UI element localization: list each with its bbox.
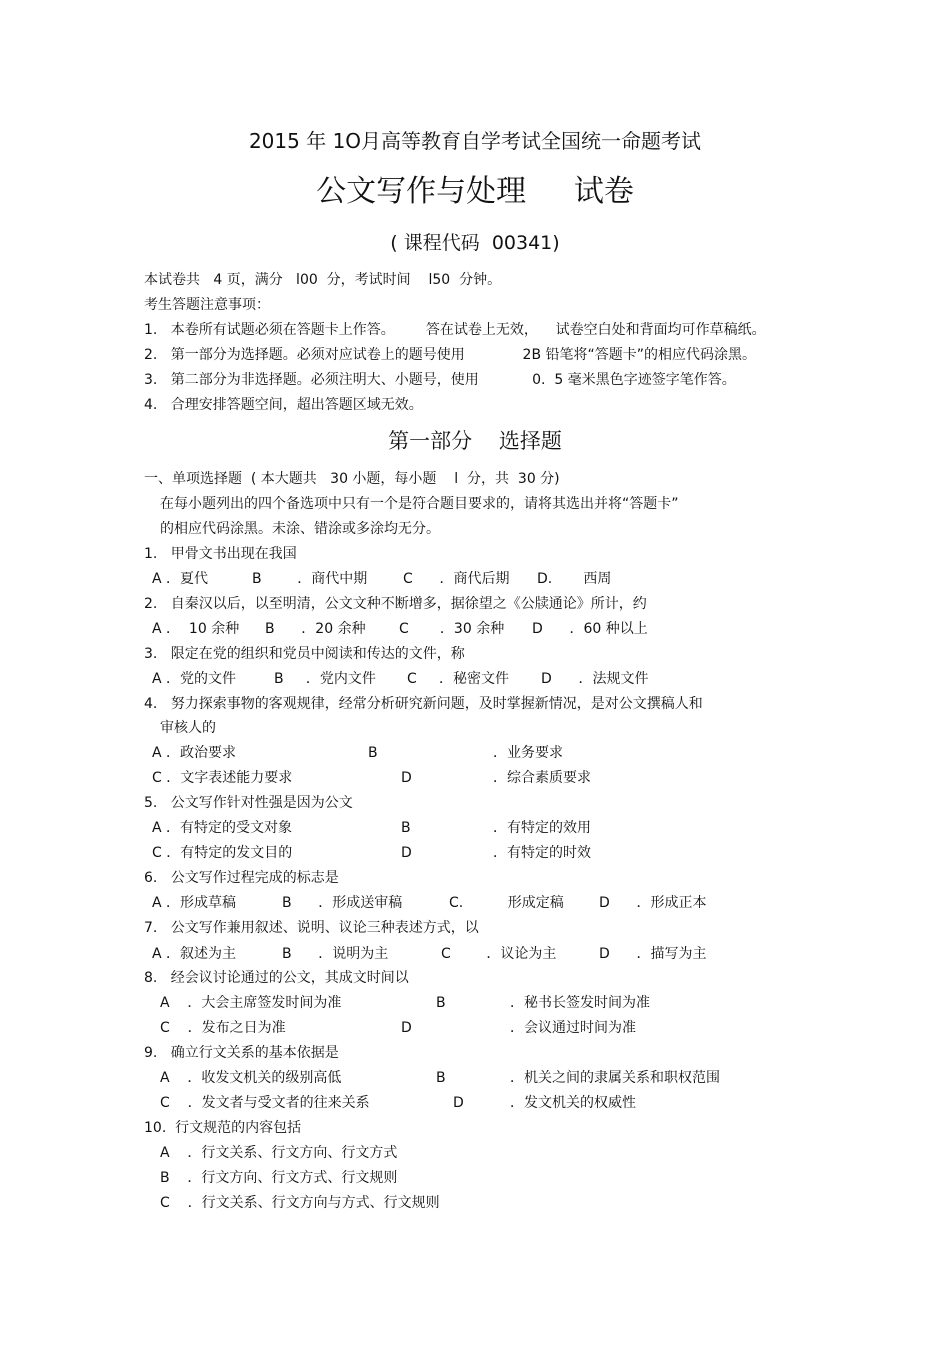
question-7-option-a: A ．叙述为主: [152, 946, 237, 962]
question-8-option-a: A ．大会主席签发时间为准: [160, 995, 342, 1011]
question-4-option-b-letter: B: [368, 745, 378, 761]
note-1: 1. 本卷所有试题必须在答题卡上作答。 答在试卷上无效， 试卷空白处和背面均可作草稿纸。: [144, 322, 766, 338]
question-8-stem: 8. 经会议讨论通过的公文，其成文时间以: [144, 970, 409, 986]
question-3-option-d: D ．法规文件: [541, 671, 649, 687]
question-5-stem: 5. 公文写作针对性强是因为公文: [144, 795, 353, 811]
question-10-option-b: B ．行文方向、行文方式、行文规则: [160, 1170, 398, 1186]
question-4-option-d-letter: D: [401, 770, 412, 786]
question-2-option-a: A ． 10 余种: [152, 621, 240, 637]
question-6-option-c: C. 形成定稿: [449, 895, 564, 911]
question-8-option-d-text: ．会议通过时间为准: [510, 1020, 636, 1036]
question-4-option-c: C ．文字表述能力要求: [152, 770, 293, 786]
instruction-line-1: 在每小题列出的四个备选项中只有一个是符合题目要求的，请将其选出并将“答题卡”: [160, 496, 679, 512]
note-3: 3. 第二部分为非选择题。必须注明大、小题号，使用 0. 5 毫米黑色字迹签字笔作答。: [144, 372, 736, 388]
question-8-option-b-letter: B: [436, 995, 446, 1011]
section-title: 一、单项选择题 ( 本大题共 30 小题，每小题 l 分，共 30 分): [144, 471, 560, 487]
paper-title: 公文写作与处理 试卷: [316, 174, 634, 209]
question-8-option-b-text: ．秘书长签发时间为准: [510, 995, 650, 1011]
question-3-option-b: B ．党内文件: [274, 671, 376, 687]
question-6-option-a: A ．形成草稿: [152, 895, 237, 911]
question-7-option-d: D ．描写为主: [599, 946, 707, 962]
question-8-option-c: C ．发布之日为准: [160, 1020, 286, 1036]
question-2-option-b: B ．20 余种: [265, 621, 366, 637]
question-6-option-b: B ．形成送审稿: [282, 895, 403, 911]
question-5-option-b-text: ．有特定的效用: [493, 820, 591, 836]
question-3-stem: 3. 限定在党的组织和党员中阅读和传达的文件，称: [144, 646, 465, 662]
exam-title: 2015 年 1O月高等教育自学考试全国统一命题考试: [248, 129, 702, 153]
note-4: 4. 合理安排答题空间，超出答题区域无效。: [144, 397, 423, 413]
question-9-stem: 9. 确立行文关系的基本依据是: [144, 1045, 339, 1061]
question-1-option-d: D. 西周: [537, 571, 612, 587]
question-2-stem: 2. 自秦汉以后，以至明清，公文文种不断增多，据徐望之《公牍通论》所计，约: [144, 596, 647, 612]
question-9-option-a: A ．收发文机关的级别高低: [160, 1070, 342, 1086]
question-4-option-a: A ．政治要求: [152, 745, 237, 761]
question-4-option-d-text: ．综合素质要求: [493, 770, 591, 786]
part1-heading: 第一部分 选择题: [388, 429, 562, 453]
question-5-option-d-text: ．有特定的时效: [493, 845, 591, 861]
question-10-option-a: A ．行文关系、行文方向、行文方式: [160, 1145, 398, 1161]
question-5-option-c: C ．有特定的发文目的: [152, 845, 293, 861]
question-1-option-b: B ．商代中期: [252, 571, 368, 587]
question-5-option-a: A ．有特定的受文对象: [152, 820, 293, 836]
exam-info: 本试卷共 4 页，满分 l00 分，考试时间 l50 分钟。: [144, 272, 502, 288]
question-2-option-c: C ．30 余种: [399, 621, 505, 637]
question-1-option-c: C ．商代后期: [403, 571, 510, 587]
question-10-stem: 10. 行文规范的内容包括: [144, 1120, 302, 1136]
notes-heading: 考生答题注意事项：: [144, 297, 270, 313]
note-2: 2. 第一部分为选择题。必须对应试卷上的题号使用 2B 铅笔将“答题卡”的相应代码涂黑。: [144, 347, 757, 363]
question-5-option-b-letter: B: [401, 820, 411, 836]
question-3-option-c: C ．秘密文件: [407, 671, 510, 687]
question-9-option-c: C ．发文者与受文者的往来关系: [160, 1095, 370, 1111]
question-1-option-a: A ．夏代: [152, 571, 209, 587]
question-4-stem: 4. 努力探索事物的客观规律，经常分析研究新问题，及时掌握新情况，是对公文撰稿人和: [144, 696, 703, 712]
question-1-stem: 1. 甲骨文书出现在我国: [144, 546, 297, 562]
question-6-stem: 6. 公文写作过程完成的标志是: [144, 870, 339, 886]
question-2-option-d: D ．60 种以上: [532, 621, 648, 637]
question-9-option-d-letter: D: [453, 1095, 464, 1111]
question-7-option-b: B ．说明为主: [282, 946, 389, 962]
question-7-stem: 7. 公文写作兼用叙述、说明、议论三种表述方式，以: [144, 920, 479, 936]
question-6-option-d: D ．形成正本: [599, 895, 707, 911]
question-4-option-b-text: ．业务要求: [493, 745, 563, 761]
question-3-option-a: A ．党的文件: [152, 671, 237, 687]
question-8-option-d-letter: D: [401, 1020, 412, 1036]
question-9-option-b-letter: B: [436, 1070, 446, 1086]
course-code: ( 课程代码 00341): [390, 232, 560, 254]
instruction-line-2: 的相应代码涂黑。未涂、错涂或多涂均无分。: [160, 521, 440, 537]
question-10-option-c: C ．行文关系、行文方向与方式、行文规则: [160, 1195, 440, 1211]
question-4-stem-cont: 审核人的: [160, 720, 216, 736]
question-9-option-b-text: ．机关之间的隶属关系和职权范围: [510, 1070, 720, 1086]
question-5-option-d-letter: D: [401, 845, 412, 861]
question-7-option-c: C ．议论为主: [441, 946, 557, 962]
question-9-option-d-text: ．发文机关的权威性: [510, 1095, 636, 1111]
